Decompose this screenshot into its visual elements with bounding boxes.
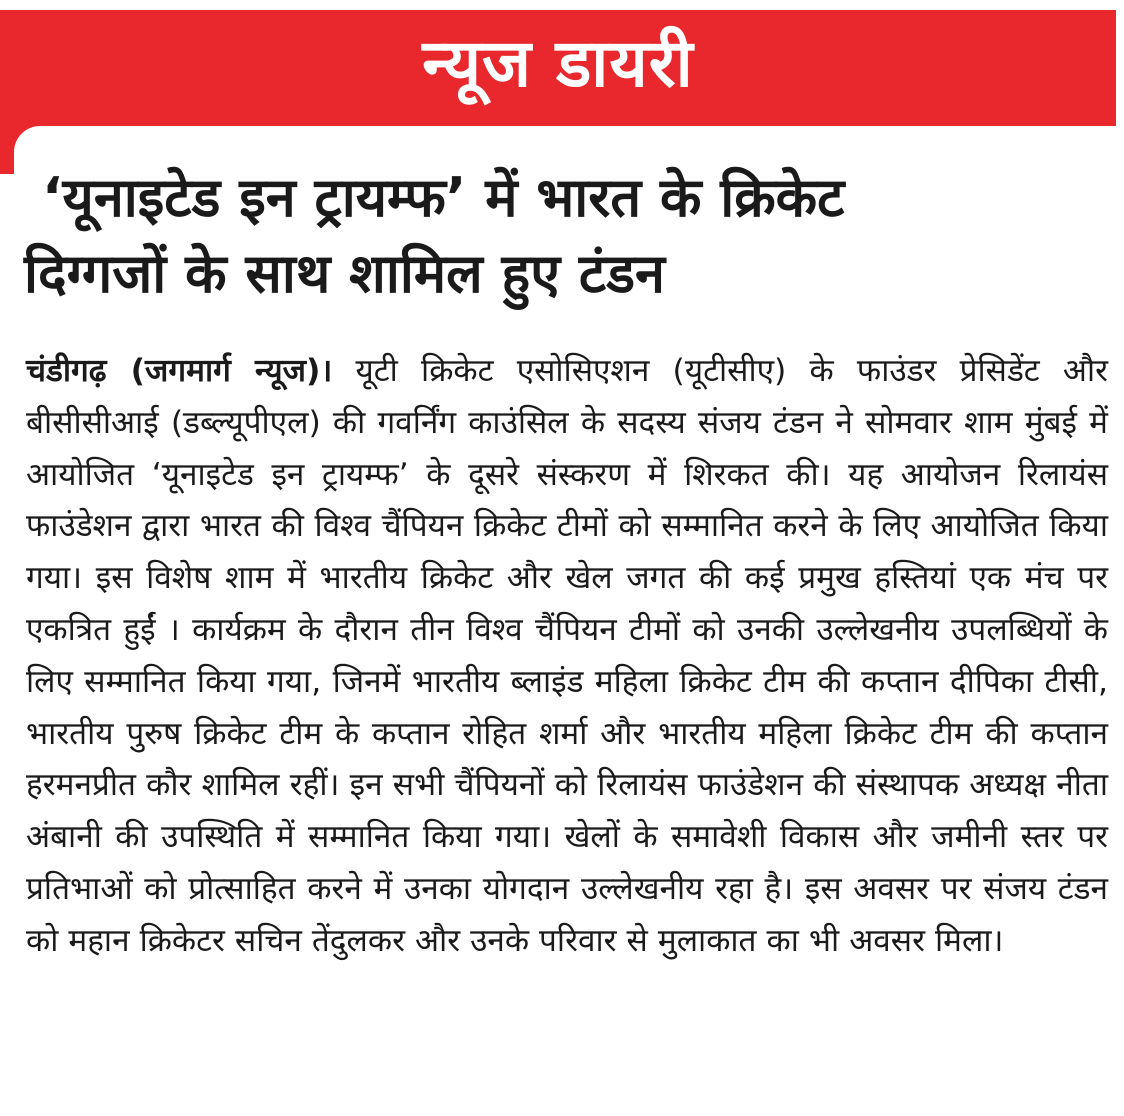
article-body-text: यूटी क्रिकेट एसोसिएशन (यूटीसीए) के फाउंडर प्रेसिडेंट और बीसीसीआई (डब्ल्यूपीएल) की गवर्निंग काउंसिल के सदस्य संजय टंडन ने सोमवार शाम मुंबई में आयोजित ‘यूनाइटेड इन ट्रायम्फ’ के दूसरे संस्करण में शिरकत की। यह आयोजन रिलायंस फाउंडेशन द्वारा भारत की विश्व चैंपियन क्रिकेट टीमों को सम्मानित करने के लिए आयोजित किया गया। इस विशेष शाम में भारतीय क्रिकेट और खेल जगत की कई प्रमुख हस्तियां एक मंच पर एकत्रित हुईं । कार्यक्रम के दौरान तीन विश्व चैंपियन टीमों को उनकी उल्लेखनीय उपलब्धियों के लिए सम्मानित किया गया, जिनमें भारतीय ब्लाइंड महिला क्रिकेट टीम की कप्तान दीपिका टीसी, भारतीय पुरुष क्रिकेट टीम के कप्तान रोहित शर्मा और भारतीय महिला क्रिकेट टीम की कप्तान हरमनप्रीत कौर शामिल रहीं। इन सभी चैंपियनों को रिलायंस फाउंडेशन की संस्थापक अध्यक्ष नीता अंबानी की उपस्थिति में सम्मानित किया गया। खेलों के समावेशी विकास और जमीनी स्तर पर प्रतिभाओं को प्रोत्साहित करने में उनका योगदान उल्लेखनीय रहा है। इस अवसर पर संजय टंडन को महान क्रिकेटर सचिन तेंदुलकर और उनके परिवार से मुलाकात का भी अवसर मिला।	[26, 353, 1109, 959]
article-body	[26, 346, 1108, 968]
section-title: न्यूज डायरी	[422, 25, 694, 102]
article-dateline: चंडीगढ़ (जगमार्ग न्यूज)।	[26, 353, 333, 389]
article-headline	[24, 160, 1110, 312]
headline-line-2: दिग्गजों के साथ शामिल हुए टंडन	[24, 242, 665, 305]
headline-line-1: ‘यूनाइटेड इन ट्रायम्फ’ में भारत के क्रिकेट	[42, 166, 845, 229]
